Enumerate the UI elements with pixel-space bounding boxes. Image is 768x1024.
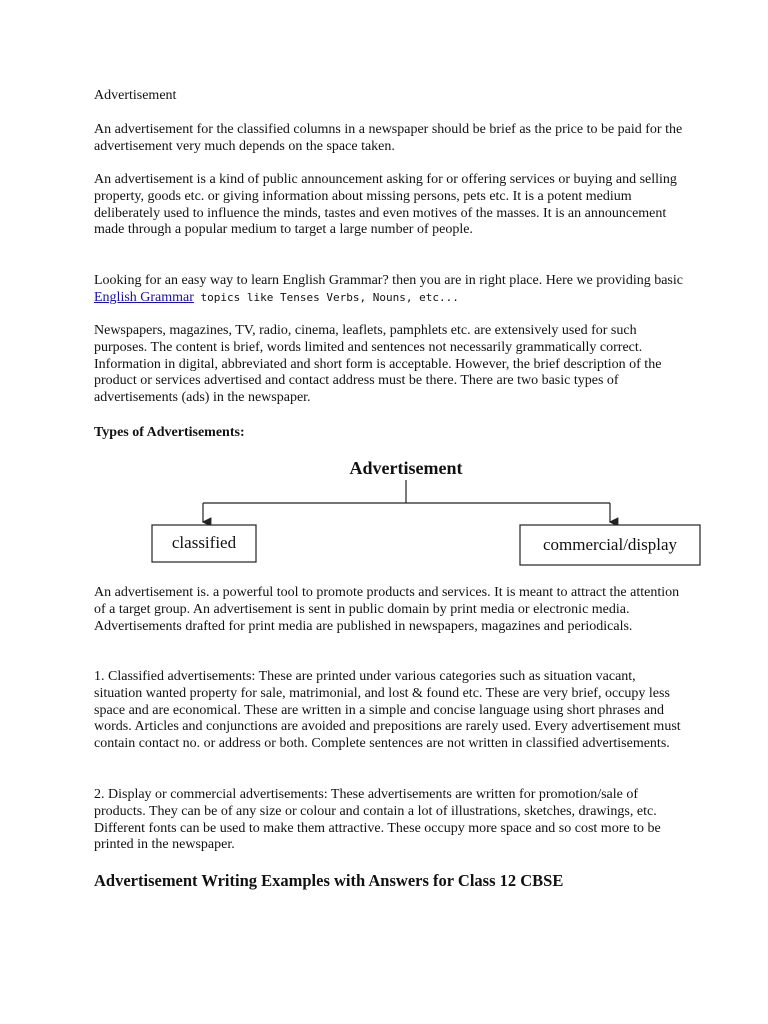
definition-paragraph: An advertisement is a kind of public announcement asking for or offering services or buying and selling property, goods etc. or giving information about missing persons, pets etc. It is a potent medium deliberately used to influence the minds, tastes and even motives of the masses. It is an announcement made through a popular medium to target a large number of people.	[94, 172, 677, 238]
media-paragraph: Newspapers, magazines, TV, radio, cinema, leaflets, pamphlets etc. are extensively used for such purposes. The content is brief, words limited and sentences not necessarily grammatically correct. Information in digital, abbreviated and short form is acceptable. However, the brief description of the product or services advertised and contact address must be there. There are two basic types of advertisements (ads) in the newspaper.	[94, 323, 662, 406]
promo-paragraph	[94, 273, 684, 307]
diagram-root-label: Advertisement	[349, 458, 463, 478]
types-diagram	[148, 452, 708, 572]
promo-tail: topics like Tenses Verbs, Nouns, etc...	[193, 290, 459, 304]
examples-heading: Advertisement Writing Examples with Answers for Class 12 CBSE	[94, 871, 564, 890]
types-heading: Types of Advertisements:	[94, 425, 245, 440]
tool-paragraph: An advertisement is. a powerful tool to promote products and services. It is meant to attract the attention of a target group. An advertisement is sent in public domain by print media or electronic media. Advertisements drafted for print media are published in newspapers, magazines and periodicals.	[94, 585, 680, 634]
doc-title: Advertisement	[94, 88, 177, 103]
intro-paragraph: An advertisement for the classified columns in a newspaper should be brief as the price to be paid for the advertisement very much depends on the space taken.	[94, 122, 683, 154]
display-paragraph: 2. Display or commercial advertisements: These advertisements are written for promotion/sale of products. They can be of any size or colour and contain a lot of illustrations, sketches, drawings, etc. Different fonts can be used to make them attractive. These occupy more space and so cost more to be printed in the newspaper.	[94, 787, 661, 853]
classified-paragraph: 1. Classified advertisements: These are printed under various categories such as situation vacant, situation wanted property for sale, matrimonial, and lost & found etc. These are very brief, occupy less space and are economical. These are written in a simple and concise language using short phrases and words. Articles and conjunctions are avoided and prepositions are rarely used. Every advertisement must contain contact no. or address or both. Complete sentences are not written in classified advertisements.	[94, 669, 681, 752]
diagram-right-label: commercial/display	[542, 535, 678, 554]
english-grammar-link[interactable]: English Grammar	[94, 289, 194, 305]
diagram-left-label: classified	[171, 533, 237, 552]
promo-text: Looking for an easy way to learn English Grammar? then you are in right place. Here we providing basic	[94, 273, 683, 288]
